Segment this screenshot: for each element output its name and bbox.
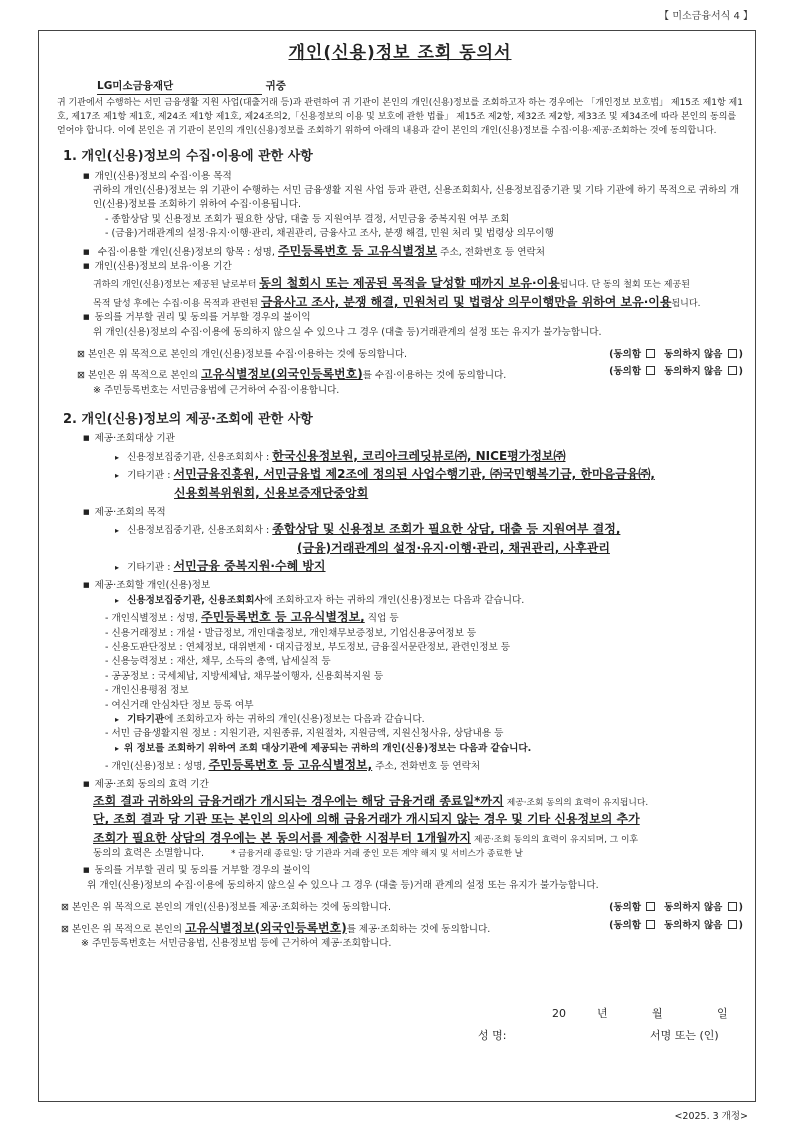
agree-close-paren: ) [738,349,743,361]
date-year-label: 년 [597,1007,608,1020]
s2-info-item: - 서민 금융생활지원 정보 : 지원기관, 지원종류, 지원절차, 지원금액, 지원신청사유, 상담내용 등 [105,728,504,740]
s2-effect-l1-emph: 조회 결과 귀하와의 금융거래가 개시되는 경우에는 해당 금융거래 종료일*까지 [93,793,504,808]
agree-no-label: 동의하지 않음 [663,366,723,378]
section1-heading: 1. 개인(신용)정보의 수집·이용에 관한 사항 [63,149,313,165]
s2-purpose-a2-pre: 기타기관 : [127,562,171,574]
section2-heading: 2. 개인(신용)정보의 제공·조회에 관한 사항 [63,411,313,427]
s1-items [83,242,743,260]
s1-period-l2-post: 됩니다. [671,298,701,309]
agree-no-label: 동의하지 않음 [663,919,723,931]
s2-purpose-line3 [115,557,743,575]
s2-refuse-text: 위 개인(신용)정보의 수집·이용에 동의하지 않으실 수 있으나 그 경우 (대출 등)거래 관계의 설정 또는 유지가 불가능합니다. [87,879,599,891]
agree-yes-label: (동의함 [609,366,642,378]
s2-effect-l1-post: 제공·조회 동의의 효력이 유지됩니다. [506,797,649,808]
s2-target-a2-pre: 기타기관 : [127,470,171,482]
s2-effect-line4 [93,847,743,861]
s2-info-item: - 신용거래정보 : 개설・발급정보, 개인대출정보, 개인채무보증정보, 기업신용공여정보 등 [105,627,477,639]
s1-agree2-emph: 고유식별정보(외국인등록번호) [201,367,363,382]
recipient-name: LG미소금융재단 [97,79,262,96]
form-tag: 【 미소금융서식 4 】 [659,11,753,22]
sign-tail-label: 서명 또는 (인) [650,1029,719,1042]
s2-info-d1-post: 직업 등 [367,613,399,625]
sign-name-label: 성 명: [478,1029,507,1042]
s2-agree1-options [609,901,743,915]
s2-purpose-a2-emph: 서민금융 중복지원·수혜 방지 [173,559,326,574]
revision-note: <2025. 3 개정> [674,1111,748,1122]
s1-period-l2-emph: 금융사고 조사, 분쟁 해결, 민원처리 및 법령상 의무이행만을 위하여 보유·이용 [260,294,672,309]
s2-purpose-heading: ■ 제공·조회의 목적 [83,506,743,520]
agree-close-paren: ) [738,366,743,378]
s2-info-d9-pre: - 개인(신용)정보 : 성명, [105,761,206,773]
s2-agree2-pre: 본인은 위 목적으로 본인의 [72,923,183,935]
s2-target-a1-pre: 신용정보집중기관, 신용조회회사 : [127,451,270,463]
s1-agree2-yes-checkbox[interactable] [646,366,655,375]
s2-effect-l2-emph: 단, 조회 결과 당 기관 또는 본인의 의사에 의해 금융거래가 개시되지 않는 경우 및 기타 신용정보의 추가 [93,812,640,827]
intro-paragraph: 귀 기관에서 수행하는 서민 금융생활 지원 사업(대출거래 등)과 관련하여 귀 기관이 본인의 개인(신용)정보를 조회하고자 하는 경우에는 「개인정보 보호법」 제15조 제1항 제1호, 제17조 제1항 제1호, 제24조 제1항 제1호, 제24조의2,「신용정보의 이용 및 보호에 관한 법률」 제15조 제2항, 제32조 제2항, 제33조 및 제34조에 따라 본인의 동의를 얻어야 합니다. 이에 본인은 귀 기관이 본인의 개인(신용)정보를 조회하기 위하여 아래의 내용과 같이 본인의 개인(신용)정보를 수집·이용·제공·조회하는 것에 동의합니다. [57,98,743,137]
s2-agree2-post: 를 제공·조회하는 것에 동의합니다. [346,923,491,935]
s2-effect-l3-emph: 조회가 필요한 상담의 경우에는 본 동의서를 제출한 시점부터 1개월까지 [93,830,471,845]
s2-info-item [105,608,743,626]
s2-info-a2-post: 에 조회하고자 하는 귀하의 개인(신용)정보는 다음과 같습니다. [164,713,425,725]
date-year-prefix: 20 [552,1007,566,1020]
s2-purpose-a1-emph: 종합상담 및 신용정보 조회가 필요한 상담, 대출 등 지원여부 결정, [272,522,621,537]
s1-agree2-pre: 본인은 위 목적으로 본인의 [88,370,199,382]
s1-purpose-heading: ■ 개인(신용)정보의 수집·이용 목적 [83,170,743,184]
s1-refuse-heading: ■ 동의를 거부할 권리 및 동의를 거부할 경우의 불이익 [83,311,743,325]
agree-close-paren: ) [738,902,743,914]
s2-info-a2-bold: 기타기관 [127,713,165,725]
s2-info-d1-pre: - 개인식별정보 : 성명, [105,613,199,625]
s2-info-item: - 신용능력정보 : 재산, 채무, 소득의 총액, 납세실적 등 [105,656,331,668]
s1-period-l1-emph: 동의 철회시 또는 제공된 목적을 달성할 때까지 보유·이용 [259,276,560,291]
s1-agree1-text: 본인은 위 목적으로 본인의 개인(신용)정보를 수집·이용하는 것에 동의합니다. [88,349,408,361]
s2-agree-row-2 [61,919,743,937]
page-title: 개인(신용)정보 조회 동의서 [288,43,512,63]
date-day-label: 일 [717,1007,728,1020]
s2-purpose-line1 [115,520,743,538]
s2-info-a2 [115,713,743,727]
s1-agree-row-1 [77,348,743,362]
s2-effect-line2 [93,810,743,828]
s2-refuse-heading: ■ 동의를 거부할 권리 및 동의를 거부할 경우의 불이익 [83,864,743,878]
s1-purpose-item: - (금융)거래관계의 설정·유지·이행·관리, 채권관리, 금융사고 조사, 분쟁 해결, 민원 처리 및 법령상 의무이행 [105,228,554,240]
check-mark-icon: ⊠ [77,370,85,382]
s2-effect-l4: 동의의 효력은 소멸합니다. [93,848,205,860]
s1-items-post: 주소, 전화번호 등 연락처 [440,246,546,258]
s2-info-d1-emph: 주민등록번호 등 고유식별정보, [201,610,365,625]
s2-agree2-options [609,919,743,933]
s2-info-item [105,756,743,774]
agree-no-label: 동의하지 않음 [663,349,723,361]
s2-target-a2-emph: 서민금융진흥원, 서민금융법 제2조에 정의된 사업수행기관, ㈜국민행복기금, 한마음금융㈜, [173,467,655,482]
s2-target-a1-emph: 한국신용정보원, 코리아크레딧뷰로㈜, NICE평가정보㈜ [272,448,566,463]
s2-info-item: - 신용도판단정보 : 연체정보, 대위변제・대지급정보, 부도정보, 금융질서문란정보, 관련인정보 등 [105,642,511,654]
s2-effect-line3 [93,829,743,847]
s2-note: ※ 주민등록번호는 서민금융법, 신용정보법 등에 근거하여 제공·조회합니다. [81,937,392,949]
s2-info-d9-emph: 주민등록번호 등 고유식별정보, [208,758,373,773]
s2-info-item: - 여신거래 안심차단 정보 등록 여부 [105,699,254,711]
s2-agree2-no-checkbox[interactable] [728,920,737,929]
s1-period-heading: ■ 개인(신용)정보의 보유·이용 기간 [83,260,743,274]
check-mark-icon: ⊠ [61,923,69,935]
s2-info-a1-bold: 신용정보집중기관, 신용조회회사 [127,594,264,606]
s1-period-line1 [93,274,743,293]
s2-agree1-yes-checkbox[interactable] [646,902,655,911]
s1-items-emph: 주민등록번호 등 고유식별정보 [278,243,438,258]
s1-refuse-text: 위 개인(신용)정보의 수집·이용에 동의하지 않으실 수 있으나 그 경우 (대출 등)거래관계의 설정 또는 유지가 불가능합니다. [93,326,602,338]
s2-agree-row-1 [61,901,743,915]
s1-period-line2 [93,293,743,312]
s1-agree1-no-checkbox[interactable] [728,349,737,358]
s2-effect-note: * 금융거래 종료일: 당 기관과 거래 중인 모든 계약 해지 및 서비스가 종료한 날 [231,849,523,860]
s1-agree-row-2 [77,365,743,383]
consent-form [38,30,756,1102]
s1-agree1-options [609,348,743,362]
date-month-label: 월 [652,1007,663,1020]
s2-agree1-no-checkbox[interactable] [728,902,737,911]
s2-info-a3: ▸ 위 정보를 조회하기 위하여 조회 대상기관에 제공되는 귀하의 개인(신용)정보는 다음과 같습니다. [115,742,743,756]
recipient-line [97,79,743,96]
s1-period-l1-pre: 귀하의 개인(신용)정보는 제공된 날로부터 [93,280,257,291]
s2-target-line3 [174,484,743,502]
check-mark-icon: ⊠ [77,349,85,361]
s2-info-item: - 공공정보 : 국세체납, 지방세체납, 채무불이행자, 신용회복지원 등 [105,670,384,682]
s2-info-a1 [115,594,743,608]
s2-target-line1 [115,447,743,465]
agree-no-label: 동의하지 않음 [663,902,723,914]
s2-effect-l3-post: 제공·조회 동의의 효력이 유지되며, 그 이후 [474,834,639,845]
s2-info-item: - 개인신용평점 정보 [105,685,189,697]
s1-period-l2-pre: 목적 달성 후에는 수집·이용 목적과 관련된 [93,298,258,309]
s1-purpose-item: - 종합상담 및 신용정보 조회가 필요한 상담, 대출 등 지원여부 결정, 서민금융 중복지원 여부 조회 [105,213,510,225]
s2-target-a2-emph2: 신용회복위원회, 신용보증재단중앙회 [174,485,369,500]
s2-target-heading: ■ 제공·조회대상 기관 [83,432,743,446]
s1-agree1-yes-checkbox[interactable] [646,349,655,358]
s2-info-heading: ■ 제공·조회할 개인(신용)정보 [83,579,743,593]
s2-purpose-a1-emph2: (금융)거래관계의 설정·유지·이행·관리, 채권관리, 사후관리 [297,540,610,555]
s1-note: ※ 주민등록번호는 서민금융법에 근거하여 수집·이용합니다. [93,384,340,396]
s1-agree2-post: 를 수집·이용하는 것에 동의합니다. [362,370,507,382]
s2-agree1-text: 본인은 위 목적으로 본인의 개인(신용)정보를 제공·조회하는 것에 동의합니다. [72,902,392,914]
s1-period-l1-post: 됩니다. 단 동의 철회 또는 제공된 [559,280,690,291]
s2-info-d9-post: 주소, 전화번호 등 연락처 [375,761,481,773]
recipient-suffix: 귀중 [265,79,286,92]
s1-agree2-options [609,365,743,379]
s2-agree2-emph: 고유식별정보(외국인등록번호) [185,920,347,935]
agree-yes-label: (동의함 [609,902,642,914]
agree-yes-label: (동의함 [609,919,642,931]
s2-purpose-a1-pre: 신용정보집중기관, 신용조회회사 : [127,525,270,537]
s2-effect-line1 [93,792,743,810]
s2-info-a1-post: 에 조회하고자 하는 귀하의 개인(신용)정보는 다음과 같습니다. [263,594,525,606]
s1-agree2-no-checkbox[interactable] [728,366,737,375]
check-mark-icon: ⊠ [61,902,69,914]
s2-agree2-yes-checkbox[interactable] [646,920,655,929]
s2-target-line2 [115,465,743,483]
agree-close-paren: ) [738,919,743,931]
s1-purpose-text: 귀하의 개인(신용)정보는 위 기관이 수행하는 서민 금융생활 지원 사업 등과 관련, 신용조회회사, 신용정보집중기관 및 기타 기관에 하기 목적으로 귀하의 개인(신용)정보를 조회하기 위하여 수집·이용됩니다. [93,184,740,211]
s2-purpose-line2 [297,539,743,557]
agree-yes-label: (동의함 [609,349,642,361]
s2-effect-heading: ■ 제공·조회 동의의 효력 기간 [83,778,743,792]
s1-items-pre: 수집·이용할 개인(신용)정보의 항목 : 성명, [97,246,275,258]
